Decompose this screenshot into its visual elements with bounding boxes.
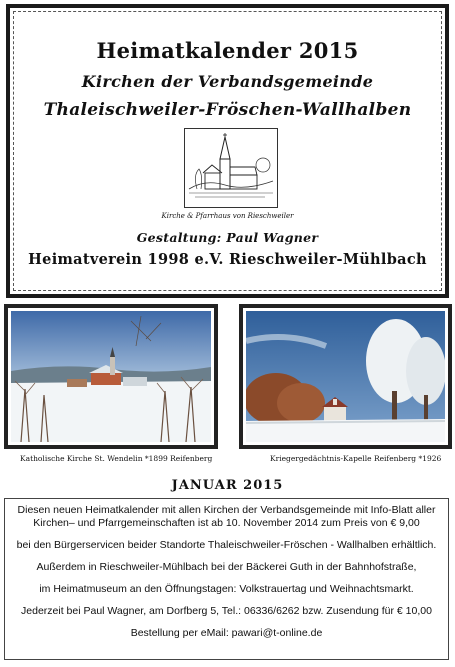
calendar-title: Heimatkalender 2015 (96, 38, 359, 63)
info-line-1: Diesen neuen Heimatkalender mit allen Kirchen der Verbandsgemeinde mit Info-Blatt aller (17, 504, 436, 516)
photo-reifenberg-chapel (239, 304, 452, 449)
design-credit: Gestaltung: Paul Wagner (136, 230, 319, 245)
info-line-7: Bestellung per eMail: pawari@t-online.de (130, 627, 323, 639)
sketch-caption: Kirche & Pfarrhaus von Rieschweiler (161, 212, 294, 220)
right-photo-caption: Kriegergedächtnis-Kapelle Reifenberg *1926 (270, 454, 442, 463)
calendar-subtitle: Kirchen der Verbandsgemeinde (81, 72, 374, 91)
info-line-3: bei den Bürgerservicen beider Standorte Thaleischweiler-Fröschen - Wallhalben erhältlich. (16, 539, 437, 551)
month-label: JANUAR 2015 (171, 478, 284, 493)
church-sketch (184, 128, 278, 208)
info-line-6: Jederzeit bei Paul Wagner, am Dorfberg 5, Tel.: 06336/6262 bzw. Zusendung für € 10,00 (21, 605, 432, 617)
municipality-name: Thaleischweiler-Fröschen-Wallhalben (43, 100, 412, 120)
info-line-2: Kirchen– und Pfarrgemeinschaften ist ab 10. November 2014 zum Preis von € 9,00 (33, 517, 420, 529)
photo-reifenberg-church (4, 304, 218, 449)
title-panel (6, 4, 449, 298)
association-name: Heimatverein 1998 e.V. Rieschweiler-Mühlbach (28, 251, 427, 268)
left-photo-caption: Katholische Kirche St. Wendelin *1899 Reifenberg (20, 454, 213, 463)
info-line-4: Außerdem in Rieschweiler-Mühlbach bei der Bäckerei Guth in der Bahnhofstraße, (36, 561, 417, 573)
info-box (4, 498, 449, 660)
info-line-5: im Heimatmuseum an den Öffnungstagen: Volkstrauertag und Weihnachtsmarkt. (39, 583, 414, 595)
